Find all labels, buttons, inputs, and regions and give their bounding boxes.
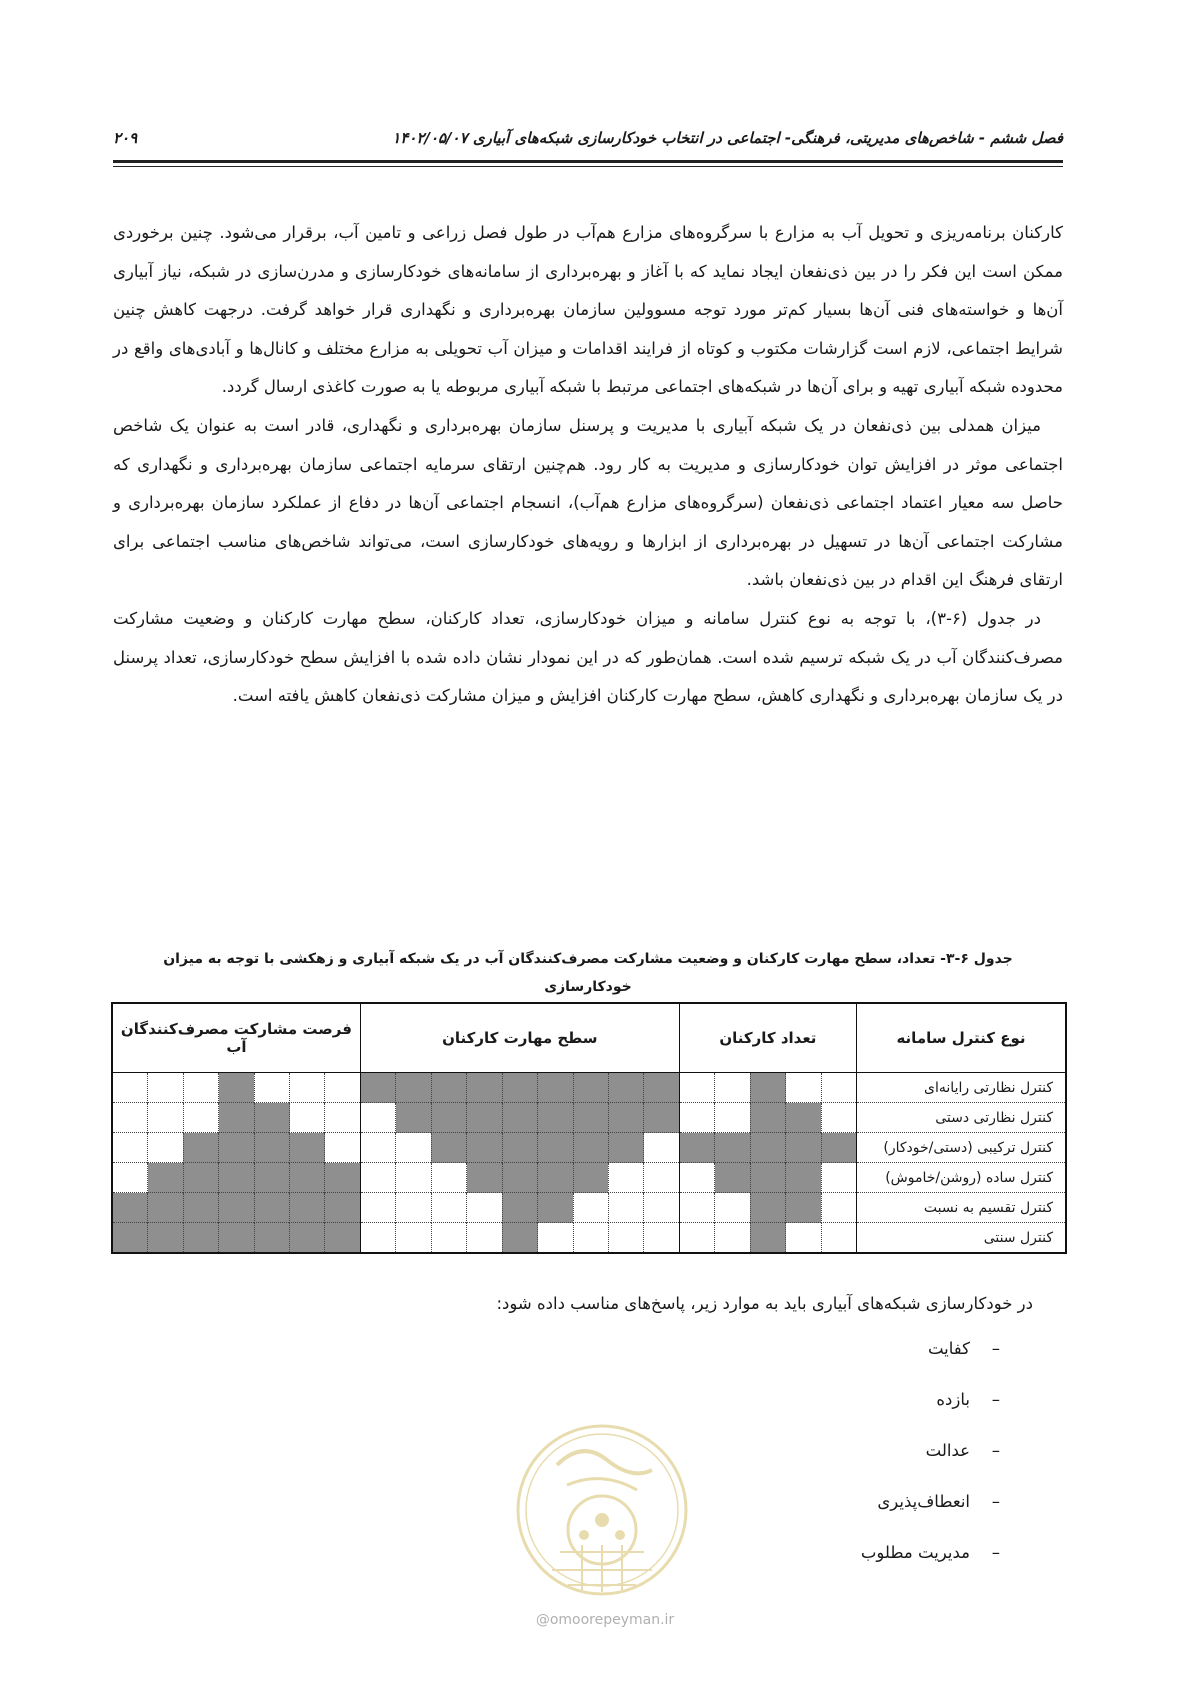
staff-cell (679, 1223, 714, 1254)
participation-cell (112, 1133, 148, 1163)
watermark: @omoorepeyman.ir (535, 1612, 675, 1628)
staff-cell (679, 1193, 714, 1223)
staff-cell (715, 1193, 750, 1223)
staff-cell (715, 1223, 750, 1254)
participation-cell (219, 1223, 254, 1254)
skill-cell (573, 1073, 608, 1103)
skill-cell (467, 1103, 502, 1133)
participation-cell (290, 1103, 325, 1133)
staff-cell (821, 1163, 856, 1193)
list-item-text: کفایت (927, 1339, 970, 1358)
staff-cell (750, 1103, 785, 1133)
participation-cell (219, 1073, 254, 1103)
participation-cell (219, 1103, 254, 1133)
participation-cell (290, 1073, 325, 1103)
skill-cell (538, 1103, 573, 1133)
table-row (112, 1103, 1066, 1133)
table-body (112, 1073, 1066, 1254)
staff-cell (715, 1073, 750, 1103)
staff-cell (821, 1133, 856, 1163)
staff-cell (786, 1193, 821, 1223)
staff-cell (679, 1133, 714, 1163)
table-row (112, 1133, 1066, 1163)
list-item-text: عدالت (925, 1441, 970, 1460)
control-type-label: کنترل نظارتی دستی (857, 1103, 1067, 1133)
header-staff-count: تعداد کارکنان (679, 1003, 856, 1073)
paragraph: در جدول (۶-۳)، با توجه به نوع کنترل سامانه و میزان خودکارسازی، تعداد کارکنان، سطح مهارت کارکنان و وضعیت مشارکت مصرف‌کنندگان آب در یک شبکه ترسیم شده است. همان‌طور که در این نمودار نشان داده شده با افزایش سطح خودکارسازی، تعداد پرسنل در یک سازمان بهره‌برداری و نگهداری کاهش، سطح مهارت کارکنان افزایش و میزان مشارکت ذی‌نفعان کاهش یافته است. (113, 608, 1063, 706)
staff-cell (679, 1073, 714, 1103)
skill-cell (608, 1223, 643, 1254)
skill-cell (396, 1133, 431, 1163)
participation-cell (254, 1103, 289, 1133)
participation-cell (183, 1133, 218, 1163)
control-type-label: کنترل ترکیبی (دستی/خودکار) (857, 1133, 1067, 1163)
participation-cell (148, 1223, 183, 1254)
automation-table (111, 1002, 1067, 1254)
header-skill-level: سطح مهارت کارکنان (360, 1003, 679, 1073)
skill-cell (502, 1193, 537, 1223)
participation-cell (290, 1193, 325, 1223)
participation-cell (112, 1193, 148, 1223)
skill-cell (573, 1163, 608, 1193)
staff-cell (715, 1163, 750, 1193)
staff-cell (750, 1133, 785, 1163)
skill-cell (360, 1073, 395, 1103)
skill-cell (573, 1103, 608, 1133)
participation-cell (254, 1193, 289, 1223)
staff-cell (786, 1223, 821, 1254)
control-type-label: کنترل سنتی (857, 1223, 1067, 1254)
skill-cell (431, 1163, 466, 1193)
skill-cell (573, 1223, 608, 1254)
skill-cell (396, 1103, 431, 1133)
staff-cell (821, 1223, 856, 1254)
participation-cell (112, 1223, 148, 1254)
list-item-text: مدیریت مطلوب (860, 1543, 970, 1562)
list-marker: – (991, 1441, 1000, 1460)
skill-cell (431, 1193, 466, 1223)
participation-cell (183, 1163, 218, 1193)
participation-cell (325, 1133, 360, 1163)
skill-cell (644, 1103, 679, 1133)
list-intro: در خودکارسازی شبکه‌های آبیاری باید به موارد زیر، پاسخ‌های مناسب داده شود: (496, 1294, 1033, 1313)
participation-cell (325, 1223, 360, 1254)
skill-cell (360, 1133, 395, 1163)
list-marker: – (991, 1492, 1000, 1511)
staff-cell (679, 1163, 714, 1193)
participation-cell (183, 1193, 218, 1223)
paragraph: کارکنان برنامه‌ریزی و تحویل آب به مزارع با سرگروه‌های مزارع هم‌آب در طول فصل زراعی و تامین آب، برقرار می‌شود. چنین برخوردی ممکن است این فکر را در بین ذی‌نفعان ایجاد نماید که با آغاز و بهره‌برداری از سامانه‌های خودکارسازی و مدرن‌سازی در شبکه، نیاز آبیاری آن‌ها و خواسته‌های فنی آن‌ها بسیار کم‌تر مورد توجه مسوولین سازمان بهره‌برداری و نگهداری قرار خواهد گرفت. درجهت کاهش چنین شرایط اجتماعی، لازم است گزارشات مکتوب و کوتاه از فرایند اقدامات و میزان آب تحویلی به مزارع مختلف و کانال‌ها و آبادی‌های واقع در محدوده شبکه آبیاری تهیه و برای آن‌ها در شبکه‌های اجتماعی مرتبط با شبکه آبیاری مربوطه یا به صورت کاغذی ارسال گردد. (113, 223, 1063, 397)
skill-cell (360, 1103, 395, 1133)
list-item (700, 1382, 1000, 1433)
skill-cell (360, 1163, 395, 1193)
skill-cell (538, 1223, 573, 1254)
participation-cell (112, 1103, 148, 1133)
skill-cell (608, 1193, 643, 1223)
skill-cell (608, 1133, 643, 1163)
participation-cell (219, 1133, 254, 1163)
skill-cell (644, 1073, 679, 1103)
participation-cell (112, 1073, 148, 1103)
participation-cell (290, 1223, 325, 1254)
staff-cell (750, 1223, 785, 1254)
participation-cell (254, 1223, 289, 1254)
staff-cell (821, 1073, 856, 1103)
participation-cell (290, 1133, 325, 1163)
skill-cell (608, 1073, 643, 1103)
page-number: ۲۰۹ (113, 129, 138, 147)
list-marker: – (991, 1543, 1000, 1562)
skill-cell (467, 1193, 502, 1223)
participation-cell (325, 1073, 360, 1103)
skill-cell (502, 1103, 537, 1133)
list-item (700, 1484, 1000, 1535)
participation-cell (325, 1103, 360, 1133)
header-participation: فرصت مشارکت مصرف‌کنندگان آب (112, 1003, 360, 1073)
skill-cell (360, 1223, 395, 1254)
staff-cell (786, 1103, 821, 1133)
skill-cell (431, 1073, 466, 1103)
participation-cell (254, 1073, 289, 1103)
table-header-row (112, 1003, 1066, 1073)
skill-cell (396, 1223, 431, 1254)
participation-cell (219, 1163, 254, 1193)
skill-cell (538, 1163, 573, 1193)
header-rule (113, 160, 1063, 163)
skill-cell (538, 1073, 573, 1103)
table-row (112, 1223, 1066, 1254)
skill-cell (467, 1133, 502, 1163)
control-type-label: کنترل تقسیم به نسبت (857, 1193, 1067, 1223)
list-item (700, 1535, 1000, 1586)
staff-cell (715, 1103, 750, 1133)
staff-cell (679, 1103, 714, 1133)
list-marker: – (991, 1390, 1000, 1409)
skill-cell (360, 1193, 395, 1223)
staff-cell (715, 1133, 750, 1163)
staff-cell (786, 1133, 821, 1163)
skill-cell (608, 1163, 643, 1193)
skill-cell (502, 1223, 537, 1254)
participation-cell (148, 1133, 183, 1163)
skill-cell (467, 1223, 502, 1254)
skill-cell (396, 1193, 431, 1223)
participation-cell (254, 1163, 289, 1193)
header-control-type: نوع کنترل سامانه (857, 1003, 1067, 1073)
participation-cell (148, 1073, 183, 1103)
skill-cell (467, 1073, 502, 1103)
staff-cell (821, 1103, 856, 1133)
participation-cell (112, 1163, 148, 1193)
paragraph: میزان همدلی بین ذی‌نفعان در یک شبکه آبیاری با مدیریت و پرسنل سازمان بهره‌برداری و نگهداری، قادر است به عنوان یک شاخص اجتماعی موثر در افزایش توان خودکارسازی و مدیریت به کار رود. هم‌چنین ارتقای سرمایه اجتماعی سازمان بهره‌برداری و نگهداری که حاصل سه معیار اعتماد اجتماعی ذی‌نفعان (سرگروه‌های مزارع هم‌آب)، انسجام اجتماعی آن‌ها در دفاع از عملکرد سازمان بهره‌برداری و مشارکت اجتماعی آن‌ها در تسهیل در بهره‌برداری از ابزارها و رویه‌های خودکارسازی است، می‌تواند شاخص‌های مناسب اجتماعی برای ارتقای فرهنگ این اقدام در بین ذی‌نفعان باشد. (113, 415, 1063, 590)
skill-cell (431, 1223, 466, 1254)
skill-cell (538, 1193, 573, 1223)
criteria-list (700, 1331, 1000, 1586)
list-item-text: انعطاف‌پذیری (877, 1492, 970, 1511)
body-text (113, 214, 1063, 716)
participation-cell (183, 1103, 218, 1133)
participation-cell (325, 1193, 360, 1223)
header-rule-thin (113, 166, 1063, 167)
skill-cell (431, 1133, 466, 1163)
skill-cell (396, 1163, 431, 1193)
skill-cell (573, 1133, 608, 1163)
participation-cell (183, 1073, 218, 1103)
skill-cell (538, 1133, 573, 1163)
skill-cell (431, 1103, 466, 1133)
staff-cell (821, 1193, 856, 1223)
participation-cell (148, 1163, 183, 1193)
skill-cell (396, 1073, 431, 1103)
participation-cell (254, 1133, 289, 1163)
skill-cell (644, 1163, 679, 1193)
table-row (112, 1163, 1066, 1193)
skill-cell (502, 1133, 537, 1163)
table-row (112, 1073, 1066, 1103)
participation-cell (290, 1163, 325, 1193)
participation-cell (148, 1103, 183, 1133)
skill-cell (608, 1103, 643, 1133)
list-marker: – (991, 1339, 1000, 1358)
skill-cell (644, 1133, 679, 1163)
skill-cell (573, 1193, 608, 1223)
skill-cell (644, 1193, 679, 1223)
staff-cell (750, 1163, 785, 1193)
table-row (112, 1193, 1066, 1223)
participation-cell (183, 1223, 218, 1254)
list-item (700, 1331, 1000, 1382)
control-type-label: کنترل نظارتی رایانه‌ای (857, 1073, 1067, 1103)
list-item-text: بازده (936, 1390, 970, 1409)
participation-cell (219, 1193, 254, 1223)
skill-cell (502, 1073, 537, 1103)
page-header (113, 124, 1063, 152)
table-caption: جدول ۶-۳- تعداد، سطح مهارت کارکنان و وضعیت مشارکت مصرف‌کنندگان آب در یک شبکه آبیاری و زهکشی با توجه به میزان خودکارسازی (163, 951, 1013, 995)
staff-cell (750, 1193, 785, 1223)
staff-cell (786, 1073, 821, 1103)
skill-cell (467, 1163, 502, 1193)
list-item (700, 1433, 1000, 1484)
skill-cell (644, 1223, 679, 1254)
header-title: فصل ششم - شاخص‌های مدیریتی، فرهنگی- اجتماعی در انتخاب خودکارسازی شبکه‌های آبیاری ۱۴۰۲/۰۵/۰۷ (392, 129, 1063, 147)
staff-cell (750, 1073, 785, 1103)
staff-cell (786, 1163, 821, 1193)
skill-cell (502, 1163, 537, 1193)
participation-cell (148, 1193, 183, 1223)
participation-cell (325, 1163, 360, 1193)
control-type-label: کنترل ساده (روشن/خاموش) (857, 1163, 1067, 1193)
publisher-logo-icon (512, 1420, 692, 1600)
